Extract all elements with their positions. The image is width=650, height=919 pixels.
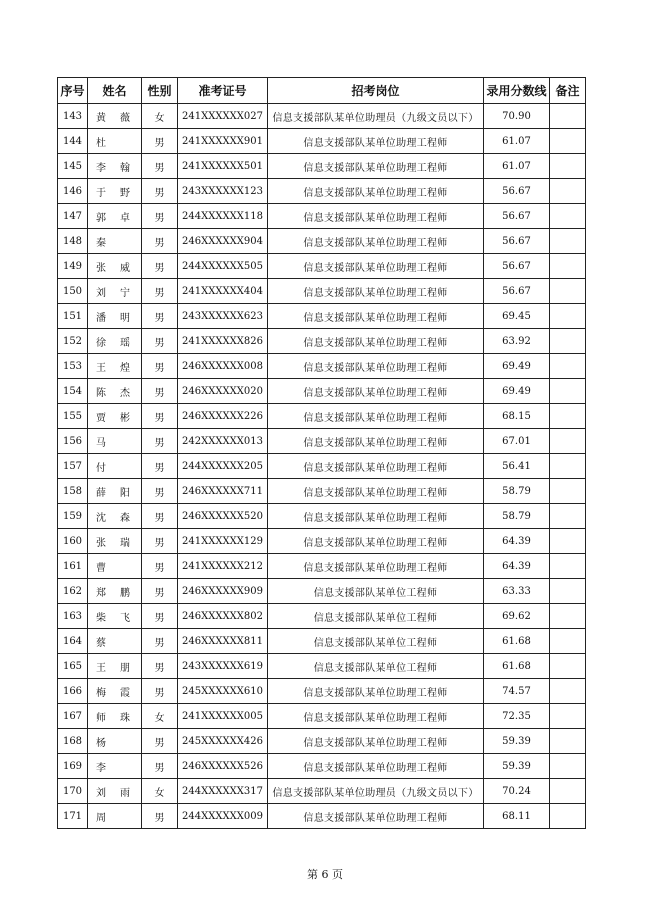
cell-ticket: 242XXXXXX013: [178, 429, 268, 454]
cell-gender: 男: [142, 404, 178, 429]
cell-name: [88, 554, 142, 579]
cell-score: 69.49: [484, 354, 550, 379]
name-char-1: 贾: [96, 412, 106, 424]
name-char-2: 飞: [120, 612, 130, 624]
cell-score: 56.67: [484, 254, 550, 279]
cell-score: 64.39: [484, 529, 550, 554]
cell-post: 信息支援部队某单位工程师: [268, 654, 484, 679]
name-char-1: 陈: [96, 387, 106, 399]
name-char-1: 薛: [96, 487, 106, 499]
cell-ticket: 246XXXXXX711: [178, 479, 268, 504]
name-char-2: 朋: [120, 662, 130, 674]
cell-no: 163: [58, 604, 88, 629]
name-char-1: 潘: [96, 312, 106, 324]
cell-score: 69.45: [484, 304, 550, 329]
cell-gender: 男: [142, 579, 178, 604]
table-row: [58, 704, 586, 729]
cell-no: 151: [58, 304, 88, 329]
cell-ticket: 244XXXXXX505: [178, 254, 268, 279]
name-char-1: 柴: [96, 612, 106, 624]
table-row: [58, 654, 586, 679]
cell-name: [88, 754, 142, 779]
cell-post: 信息支援部队某单位助理工程师: [268, 554, 484, 579]
cell-gender: 男: [142, 179, 178, 204]
cell-note: [550, 604, 586, 629]
cell-no: 146: [58, 179, 88, 204]
name-char-2: 森: [120, 512, 130, 524]
table-row: [58, 154, 586, 179]
cell-note: [550, 204, 586, 229]
table-header-row: [58, 78, 586, 104]
name-char-1: 黄: [96, 112, 106, 124]
cell-ticket: 244XXXXXX205: [178, 454, 268, 479]
cell-post: 信息支援部队某单位工程师: [268, 629, 484, 654]
cell-no: 155: [58, 404, 88, 429]
cell-post: 信息支援部队某单位助理工程师: [268, 679, 484, 704]
name-char-1: 刘: [96, 787, 106, 799]
cell-no: 170: [58, 779, 88, 804]
cell-ticket: 244XXXXXX317: [178, 779, 268, 804]
cell-name: [88, 429, 142, 454]
cell-ticket: 246XXXXXX811: [178, 629, 268, 654]
cell-no: 166: [58, 679, 88, 704]
cell-ticket: 243XXXXXX123: [178, 179, 268, 204]
cell-post: 信息支援部队某单位助理工程师: [268, 329, 484, 354]
table-row: [58, 404, 586, 429]
cell-gender: 男: [142, 304, 178, 329]
name-char-2: 翰: [120, 162, 130, 174]
name-char-1: 徐: [96, 337, 106, 349]
name-char-1: 郑: [96, 587, 106, 599]
table-row: [58, 454, 586, 479]
table-row: [58, 204, 586, 229]
name-char-1: 秦: [96, 237, 106, 249]
cell-name: [88, 679, 142, 704]
cell-note: [550, 679, 586, 704]
cell-gender: 男: [142, 129, 178, 154]
table-row: [58, 629, 586, 654]
cell-post: 信息支援部队某单位助理工程师: [268, 529, 484, 554]
cell-gender: 男: [142, 454, 178, 479]
cell-note: [550, 579, 586, 604]
name-char-1: 李: [96, 162, 106, 174]
cell-name: [88, 129, 142, 154]
cell-no: 154: [58, 379, 88, 404]
name-char-2: 野: [120, 187, 130, 199]
name-char-2: 霞: [120, 687, 130, 699]
table-row: [58, 179, 586, 204]
cell-no: 143: [58, 104, 88, 129]
cell-gender: 男: [142, 279, 178, 304]
cell-name: [88, 704, 142, 729]
table-row: [58, 504, 586, 529]
cell-score: 69.49: [484, 379, 550, 404]
name-char-1: 马: [96, 437, 106, 449]
cell-post: 信息支援部队某单位助理工程师: [268, 754, 484, 779]
cell-no: 153: [58, 354, 88, 379]
cell-score: 68.15: [484, 404, 550, 429]
cell-post: 信息支援部队某单位助理工程师: [268, 304, 484, 329]
header-no: 序号: [58, 78, 88, 104]
cell-gender: 女: [142, 104, 178, 129]
cell-name: [88, 229, 142, 254]
cell-note: [550, 729, 586, 754]
cell-name: [88, 579, 142, 604]
cell-score: 58.79: [484, 479, 550, 504]
name-char-2: 彬: [120, 412, 130, 424]
cell-score: 61.07: [484, 129, 550, 154]
name-char-2: 煌: [120, 362, 130, 374]
cell-gender: 男: [142, 679, 178, 704]
name-char-1: 杜: [96, 137, 106, 149]
header-post: 招考岗位: [268, 78, 484, 104]
cell-gender: 男: [142, 429, 178, 454]
cell-gender: 男: [142, 379, 178, 404]
cell-note: [550, 129, 586, 154]
table-row: [58, 379, 586, 404]
table-row: [58, 729, 586, 754]
cell-ticket: 241XXXXXX826: [178, 329, 268, 354]
table-row: [58, 304, 586, 329]
name-char-2: 宁: [120, 287, 130, 299]
cell-no: 156: [58, 429, 88, 454]
name-char-1: 李: [96, 762, 106, 774]
cell-score: 56.67: [484, 279, 550, 304]
cell-ticket: 246XXXXXX226: [178, 404, 268, 429]
name-char-2: 卓: [120, 212, 130, 224]
cell-no: 149: [58, 254, 88, 279]
cell-note: [550, 704, 586, 729]
cell-ticket: 241XXXXXX005: [178, 704, 268, 729]
name-char-2: 瑶: [120, 337, 130, 349]
cell-note: [550, 179, 586, 204]
name-char-2: 威: [120, 262, 130, 274]
cell-name: [88, 304, 142, 329]
name-char-2: 薇: [120, 112, 130, 124]
cell-post: 信息支援部队某单位助理工程师: [268, 504, 484, 529]
name-char-1: 杨: [96, 737, 106, 749]
cell-name: [88, 479, 142, 504]
cell-no: 145: [58, 154, 88, 179]
name-char-1: 梅: [96, 687, 106, 699]
cell-name: [88, 454, 142, 479]
cell-post: 信息支援部队某单位助理工程师: [268, 804, 484, 829]
cell-post: 信息支援部队某单位工程师: [268, 579, 484, 604]
cell-name: [88, 654, 142, 679]
table-body: [58, 104, 586, 829]
cell-note: [550, 479, 586, 504]
name-char-1: 王: [96, 362, 106, 374]
cell-ticket: 244XXXXXX009: [178, 804, 268, 829]
table-row: [58, 779, 586, 804]
cell-ticket: 243XXXXXX623: [178, 304, 268, 329]
cell-name: [88, 254, 142, 279]
cell-no: 159: [58, 504, 88, 529]
table-row: [58, 529, 586, 554]
cell-post: 信息支援部队某单位助理工程师: [268, 204, 484, 229]
cell-score: 72.35: [484, 704, 550, 729]
cell-note: [550, 754, 586, 779]
cell-ticket: 246XXXXXX802: [178, 604, 268, 629]
cell-gender: 男: [142, 229, 178, 254]
cell-no: 147: [58, 204, 88, 229]
cell-gender: 男: [142, 604, 178, 629]
cell-gender: 男: [142, 479, 178, 504]
cell-ticket: 244XXXXXX118: [178, 204, 268, 229]
cell-no: 152: [58, 329, 88, 354]
name-char-1: 于: [96, 187, 106, 199]
name-char-1: 周: [96, 812, 106, 824]
table-row: [58, 679, 586, 704]
cell-score: 58.79: [484, 504, 550, 529]
header-note: 备注: [550, 78, 586, 104]
cell-no: 158: [58, 479, 88, 504]
cell-no: 144: [58, 129, 88, 154]
cell-name: [88, 779, 142, 804]
cell-note: [550, 279, 586, 304]
cell-note: [550, 304, 586, 329]
cell-score: 56.41: [484, 454, 550, 479]
name-char-2: 鹏: [120, 587, 130, 599]
name-char-1: 蔡: [96, 637, 106, 649]
cell-gender: 男: [142, 529, 178, 554]
cell-gender: 男: [142, 354, 178, 379]
header-score: 录用分数线: [484, 78, 550, 104]
cell-note: [550, 654, 586, 679]
cell-score: 63.92: [484, 329, 550, 354]
cell-ticket: 241XXXXXX901: [178, 129, 268, 154]
cell-post: 信息支援部队某单位助理工程师: [268, 154, 484, 179]
table-row: [58, 129, 586, 154]
cell-score: 59.39: [484, 729, 550, 754]
cell-post: 信息支援部队某单位助理工程师: [268, 129, 484, 154]
cell-gender: 男: [142, 729, 178, 754]
cell-ticket: 241XXXXXX501: [178, 154, 268, 179]
cell-no: 160: [58, 529, 88, 554]
cell-no: 167: [58, 704, 88, 729]
cell-ticket: 245XXXXXX426: [178, 729, 268, 754]
cell-ticket: 241XXXXXX027: [178, 104, 268, 129]
cell-ticket: 241XXXXXX404: [178, 279, 268, 304]
cell-name: [88, 279, 142, 304]
table-row: [58, 354, 586, 379]
table-row: [58, 104, 586, 129]
cell-score: 69.62: [484, 604, 550, 629]
cell-no: 165: [58, 654, 88, 679]
cell-note: [550, 804, 586, 829]
cell-post: 信息支援部队某单位工程师: [268, 604, 484, 629]
cell-post: 信息支援部队某单位助理工程师: [268, 429, 484, 454]
cell-post: 信息支援部队某单位助理员（九级文员以下）: [268, 104, 484, 129]
cell-ticket: 246XXXXXX526: [178, 754, 268, 779]
cell-name: [88, 729, 142, 754]
cell-ticket: 241XXXXXX212: [178, 554, 268, 579]
cell-name: [88, 329, 142, 354]
cell-score: 70.24: [484, 779, 550, 804]
cell-post: 信息支援部队某单位助理工程师: [268, 229, 484, 254]
cell-note: [550, 329, 586, 354]
cell-name: [88, 629, 142, 654]
cell-note: [550, 104, 586, 129]
name-char-1: 师: [96, 712, 106, 724]
name-char-2: 瑞: [120, 537, 130, 549]
cell-name: [88, 804, 142, 829]
cell-no: 168: [58, 729, 88, 754]
cell-ticket: 246XXXXXX909: [178, 579, 268, 604]
cell-ticket: 245XXXXXX610: [178, 679, 268, 704]
table-row: [58, 579, 586, 604]
cell-score: 64.39: [484, 554, 550, 579]
cell-note: [550, 629, 586, 654]
table-row: [58, 429, 586, 454]
name-char-1: 刘: [96, 287, 106, 299]
header-name: 姓名: [88, 78, 142, 104]
cell-score: 63.33: [484, 579, 550, 604]
cell-name: [88, 529, 142, 554]
cell-score: 56.67: [484, 229, 550, 254]
cell-gender: 男: [142, 654, 178, 679]
table-row: [58, 554, 586, 579]
cell-note: [550, 554, 586, 579]
cell-score: 56.67: [484, 179, 550, 204]
cell-post: 信息支援部队某单位助理工程师: [268, 404, 484, 429]
page-number: 第 6 页: [307, 868, 343, 881]
cell-name: [88, 604, 142, 629]
cell-note: [550, 454, 586, 479]
header-ticket: 准考证号: [178, 78, 268, 104]
name-char-1: 王: [96, 662, 106, 674]
results-table: [57, 77, 586, 829]
cell-post: 信息支援部队某单位助理工程师: [268, 279, 484, 304]
cell-gender: 男: [142, 804, 178, 829]
cell-gender: 男: [142, 204, 178, 229]
cell-note: [550, 504, 586, 529]
cell-name: [88, 404, 142, 429]
name-char-2: 雨: [120, 787, 130, 799]
table-row: [58, 279, 586, 304]
cell-name: [88, 154, 142, 179]
cell-post: 信息支援部队某单位助理工程师: [268, 704, 484, 729]
cell-ticket: 246XXXXXX904: [178, 229, 268, 254]
cell-no: 162: [58, 579, 88, 604]
results-table-container: [57, 77, 585, 829]
table-row: [58, 329, 586, 354]
cell-gender: 男: [142, 254, 178, 279]
cell-score: 61.68: [484, 629, 550, 654]
name-char-2: 阳: [120, 487, 130, 499]
cell-no: 169: [58, 754, 88, 779]
cell-note: [550, 429, 586, 454]
cell-post: 信息支援部队某单位助理工程师: [268, 479, 484, 504]
cell-ticket: 243XXXXXX619: [178, 654, 268, 679]
cell-gender: 男: [142, 629, 178, 654]
cell-note: [550, 779, 586, 804]
cell-note: [550, 254, 586, 279]
cell-score: 56.67: [484, 204, 550, 229]
cell-name: [88, 504, 142, 529]
cell-post: 信息支援部队某单位助理员（九级文员以下）: [268, 779, 484, 804]
name-char-1: 付: [96, 462, 106, 474]
cell-note: [550, 404, 586, 429]
cell-post: 信息支援部队某单位助理工程师: [268, 379, 484, 404]
name-char-1: 曹: [96, 562, 106, 574]
cell-post: 信息支援部队某单位助理工程师: [268, 454, 484, 479]
cell-gender: 男: [142, 554, 178, 579]
cell-note: [550, 529, 586, 554]
name-char-1: 张: [96, 537, 106, 549]
cell-name: [88, 204, 142, 229]
cell-post: 信息支援部队某单位助理工程师: [268, 729, 484, 754]
table-row: [58, 479, 586, 504]
cell-post: 信息支援部队某单位助理工程师: [268, 354, 484, 379]
table-row: [58, 254, 586, 279]
cell-ticket: 246XXXXXX520: [178, 504, 268, 529]
cell-note: [550, 354, 586, 379]
cell-name: [88, 179, 142, 204]
cell-note: [550, 154, 586, 179]
name-char-2: 珠: [120, 712, 130, 724]
cell-gender: 女: [142, 704, 178, 729]
cell-gender: 女: [142, 779, 178, 804]
cell-no: 171: [58, 804, 88, 829]
cell-score: 68.11: [484, 804, 550, 829]
cell-ticket: 246XXXXXX008: [178, 354, 268, 379]
cell-no: 161: [58, 554, 88, 579]
cell-gender: 男: [142, 504, 178, 529]
table-row: [58, 804, 586, 829]
cell-score: 61.68: [484, 654, 550, 679]
name-char-1: 沈: [96, 512, 106, 524]
table-row: [58, 229, 586, 254]
name-char-1: 郭: [96, 212, 106, 224]
table-row: [58, 604, 586, 629]
cell-ticket: 241XXXXXX129: [178, 529, 268, 554]
cell-no: 150: [58, 279, 88, 304]
cell-gender: 男: [142, 329, 178, 354]
cell-name: [88, 379, 142, 404]
cell-name: [88, 104, 142, 129]
header-gender: 性别: [142, 78, 178, 104]
name-char-2: 明: [120, 312, 130, 324]
cell-score: 70.90: [484, 104, 550, 129]
cell-note: [550, 229, 586, 254]
cell-gender: 男: [142, 154, 178, 179]
cell-no: 148: [58, 229, 88, 254]
name-char-1: 张: [96, 262, 106, 274]
cell-score: 74.57: [484, 679, 550, 704]
cell-score: 59.39: [484, 754, 550, 779]
cell-post: 信息支援部队某单位助理工程师: [268, 254, 484, 279]
cell-score: 61.07: [484, 154, 550, 179]
cell-no: 164: [58, 629, 88, 654]
cell-no: 157: [58, 454, 88, 479]
table-row: [58, 754, 586, 779]
cell-ticket: 246XXXXXX020: [178, 379, 268, 404]
cell-gender: 男: [142, 754, 178, 779]
name-char-2: 杰: [120, 387, 130, 399]
cell-score: 67.01: [484, 429, 550, 454]
cell-post: 信息支援部队某单位助理工程师: [268, 179, 484, 204]
cell-name: [88, 354, 142, 379]
cell-note: [550, 379, 586, 404]
